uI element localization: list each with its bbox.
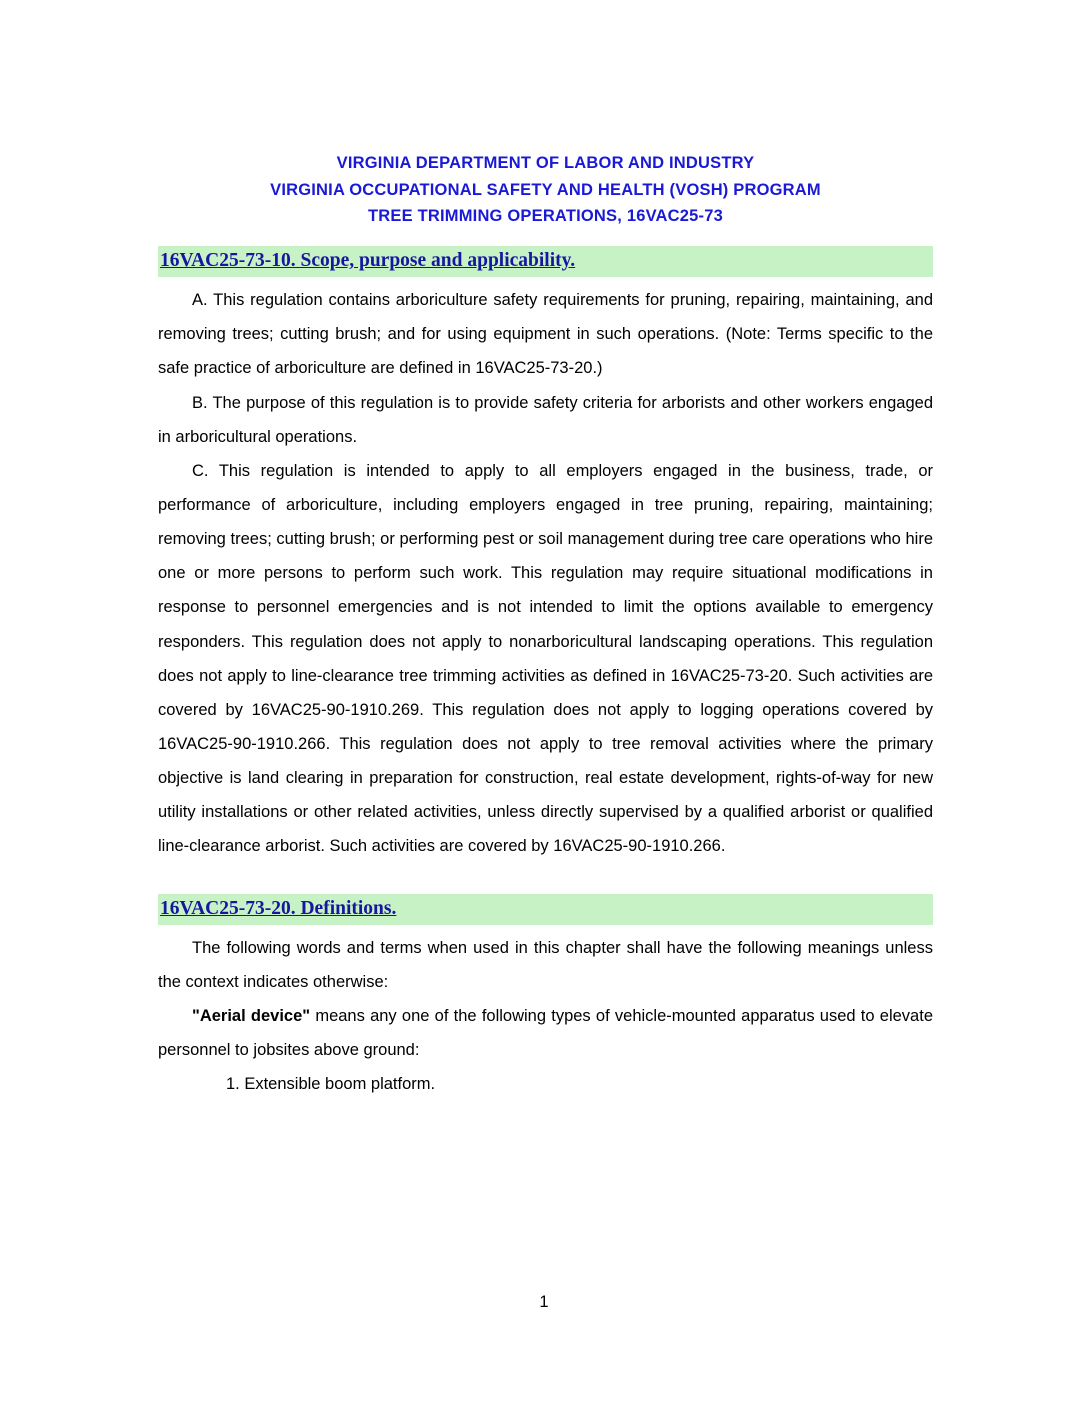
section-heading-16vac25-73-10-text: 16VAC25-73-10. Scope, purpose and applicability.: [160, 250, 576, 272]
definitions-intro: The following words and terms when used in this chapter shall have the following meanings unless the context indicates otherwise:: [158, 938, 933, 991]
header-line-3: TREE TRIMMING OPERATIONS, 16VAC25-73: [368, 207, 723, 226]
section-heading-16vac25-73-20-text: 16VAC25-73-20. Definitions.: [160, 897, 397, 919]
definition-term: "Aerial device": [192, 1006, 311, 1025]
paragraph-b: B. The purpose of this regulation is to provide safety criteria for arborists and other workers engaged in arboricultural operations.: [158, 393, 933, 446]
header-line-1: VIRGINIA DEPARTMENT OF LABOR AND INDUSTRY: [336, 154, 755, 172]
paragraph-a: A. This regulation contains arboriculture safety requirements for pruning, repairing, maintaining, and removing trees; cutting brush; and for using equipment in such operations. (Note: Terms specific to the safe practice of arboriculture are defined in 16VAC25-73-20.): [158, 291, 933, 378]
section-heading-16vac25-73-20: [158, 894, 933, 925]
header-line-2: VIRGINIA OCCUPATIONAL SAFETY AND HEALTH (VOSH) PROGRAM: [270, 180, 821, 199]
document-header: [158, 150, 933, 230]
paragraph-c: C. This regulation is intended to apply to all employers engaged in the business, trade, or performance of arboriculture, including employers engaged in tree pruning, repairing, maintaining; removing trees; cutting brush; or performing pest or soil management during tree care operations who hire one or more persons to perform such work. This regulation may require situational modifications in response to personnel emergencies and is not intended to limit the options available to emergency responders. This regulation does not apply to nonarboricultural landscaping operations. This regulation does not apply to line-clearance tree trimming activities as defined in 16VAC25-73-20. Such activities are covered by 16VAC25-90-1910.269. This regulation does not apply to logging operations covered by 16VAC25-90-1910.266. This regulation does not apply to tree removal activities where the primary objective is land clearing in preparation for construction, real estate development, rights-of-way for new utility installations or other related activities, unless directly supervised by a qualified arborist or qualified line-clearance arborist. Such activities are covered by 16VAC25-90-1910.266.: [158, 461, 933, 856]
page-number: 1: [539, 1293, 549, 1311]
list-item: 1. Extensible boom platform.: [226, 1075, 436, 1094]
section-heading-16vac25-73-10: [158, 246, 933, 277]
definition-body: means any one of the following types of vehicle-mounted apparatus used to elevate personnel to jobsites above ground:: [158, 1006, 933, 1059]
definition-aerial-device: [158, 999, 933, 1067]
